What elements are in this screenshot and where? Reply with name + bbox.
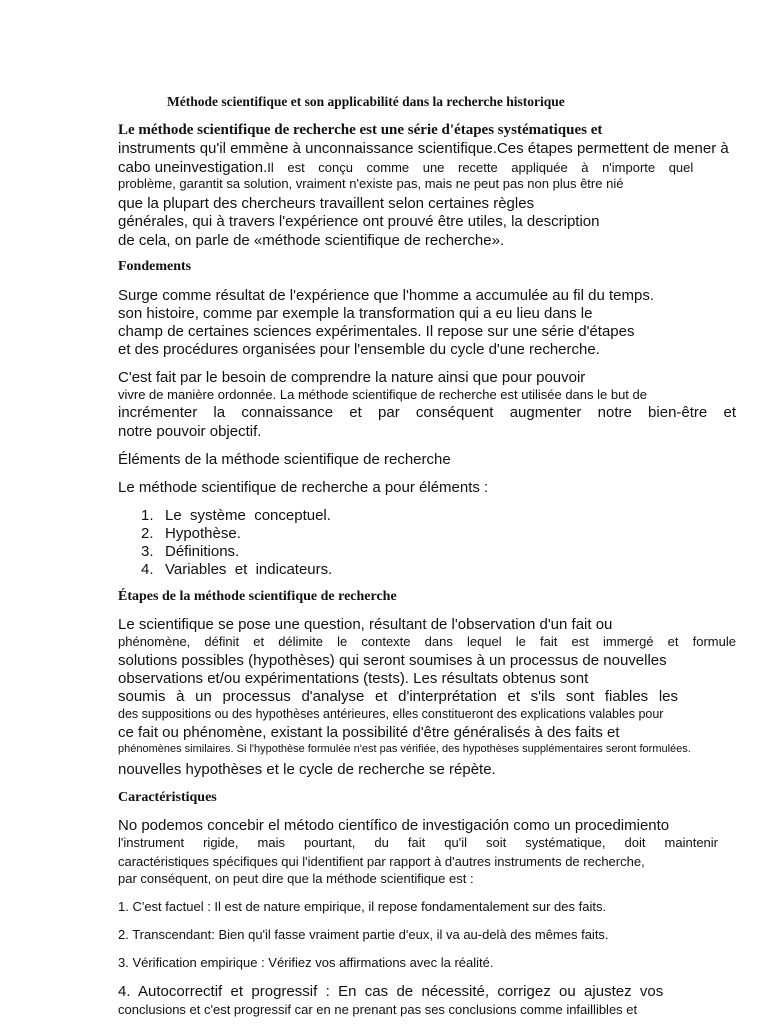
list-item-number: 3.	[141, 543, 154, 560]
list-item-number: 4.	[141, 561, 154, 578]
etapes-line-1: Le scientifique se pose une question, résultant de l'observation d'un fait ou	[118, 616, 613, 633]
fondements-heading: Fondements	[118, 259, 192, 274]
caracteristiques-heading: Caractéristiques	[118, 790, 217, 805]
intro-line-5: que la plupart des chercheurs travaillent selon certaines règles	[118, 195, 535, 212]
caracteristiques-item-4-line-2: conclusions et c'est progressif car en ne prenant pas ses conclusions comme infaillibles et	[118, 1002, 638, 1017]
etapes-line-2: phénomène, définit et délimite le contexte dans lequel le fait est immergé et formule	[118, 634, 736, 649]
caracteristiques-line-2: l'instrument rigide, mais pourtant, du fait qu'il soit systématique, doit maintenir	[118, 835, 718, 850]
intro-line-4: problème, garantit sa solution, vraiment n'existe pas, mais ne peut pas non plus être nié	[118, 176, 624, 191]
caracteristiques-item-2: 2. Transcendant: Bien qu'il fasse vraiment partie d'eux, il va au-delà des mêmes faits.	[118, 927, 609, 942]
etapes-line-6: des suppositions ou des hypothèses antérieures, elles constitueront des explications valables pour	[118, 707, 664, 721]
intro-line-3b: Il est conçu comme une recette appliquée à n'importe quel	[267, 160, 694, 175]
etapes-line-7: ce fait ou phénomène, existant la possibilité d'être généralisés à des faits et	[118, 724, 620, 741]
list-item-label: Hypothèse.	[165, 525, 241, 542]
intro-line-3a: cabo uneinvestigation.	[118, 159, 268, 176]
list-item	[141, 544, 239, 559]
etapes-line-9: nouvelles hypothèses et le cycle de recherche se répète.	[118, 761, 496, 778]
list-item	[141, 526, 241, 541]
intro-line-7: de cela, on parle de «méthode scientifique de recherche».	[118, 232, 505, 249]
etapes-line-5: soumis à un processus d'analyse et d'interprétation et s'ils sont fiables les	[118, 688, 678, 705]
elements-heading: Éléments de la méthode scientifique de recherche	[118, 451, 451, 468]
list-item-number: 1.	[141, 507, 154, 524]
fondements-p1-line-2: son histoire, comme par exemple la transformation qui a eu lieu dans le	[118, 305, 593, 322]
intro-line-3	[118, 160, 693, 175]
fondements-p2-line-2: vivre de manière ordonnée. La méthode scientifique de recherche est utilisée dans le but de	[118, 387, 647, 402]
fondements-p2-line-3: incrémenter la connaissance et par conséquent augmenter notre bien-être et	[118, 404, 736, 421]
etapes-line-3: solutions possibles (hypothèses) qui seront soumises à un processus de nouvelles	[118, 652, 667, 669]
caracteristiques-line-1: No podemos concebir el método científico de investigación como un procedimiento	[118, 817, 670, 834]
list-item-label: Variables et indicateurs.	[165, 561, 333, 578]
fondements-p2-line-1: C'est fait par le besoin de comprendre la nature ainsi que pour pouvoir	[118, 369, 586, 386]
list-item-number: 2.	[141, 525, 154, 542]
fondements-p1-line-1: Surge comme résultat de l'expérience que l'homme a accumulée au fil du temps.	[118, 287, 655, 304]
etapes-line-4: observations et/ou expérimentations (tests). Les résultats obtenus sont	[118, 670, 589, 687]
list-item	[141, 562, 332, 577]
document-title: Méthode scientifique et son applicabilité dans la recherche historique	[167, 94, 565, 109]
fondements-p1-line-3: champ de certaines sciences expérimentales. Il repose sur une série d'étapes	[118, 323, 635, 340]
list-item	[141, 508, 331, 523]
caracteristiques-item-1: 1. C'est factuel : Il est de nature empirique, il repose fondamentalement sur des faits.	[118, 899, 607, 914]
etapes-heading: Étapes de la méthode scientifique de recherche	[118, 589, 397, 604]
intro-line-6: générales, qui à travers l'expérience ont prouvé être utiles, la description	[118, 213, 600, 230]
intro-line-2: instruments qu'il emmène à unconnaissance scientifique.Ces étapes permettent de mener à	[118, 140, 729, 157]
caracteristiques-item-4-line-1: 4. Autocorrectif et progressif : En cas de nécessité, corrigez ou ajustez vos	[118, 983, 664, 1000]
caracteristiques-line-3: caractéristiques spécifiques qui l'identifient par rapport à d'autres instruments de recherche,	[118, 854, 645, 869]
fondements-p2-line-4: notre pouvoir objectif.	[118, 423, 262, 440]
intro-line-1: Le méthode scientifique de recherche est une série d'étapes systématiques et	[118, 122, 603, 138]
list-item-label: Définitions.	[165, 543, 240, 560]
caracteristiques-line-4: par conséquent, on peut dire que la méthode scientifique est :	[118, 871, 474, 886]
caracteristiques-item-3: 3. Vérification empirique : Vérifiez vos affirmations avec la réalité.	[118, 955, 494, 970]
etapes-line-8: phénomènes similaires. Si l'hypothèse formulée n'est pas vérifiée, des hypothèses supplémentaires seront formulées.	[118, 743, 691, 755]
elements-intro: Le méthode scientifique de recherche a pour éléments :	[118, 479, 489, 496]
fondements-p1-line-4: et des procédures organisées pour l'ensemble du cycle d'une recherche.	[118, 341, 600, 358]
list-item-label: Le système conceptuel.	[165, 507, 331, 524]
